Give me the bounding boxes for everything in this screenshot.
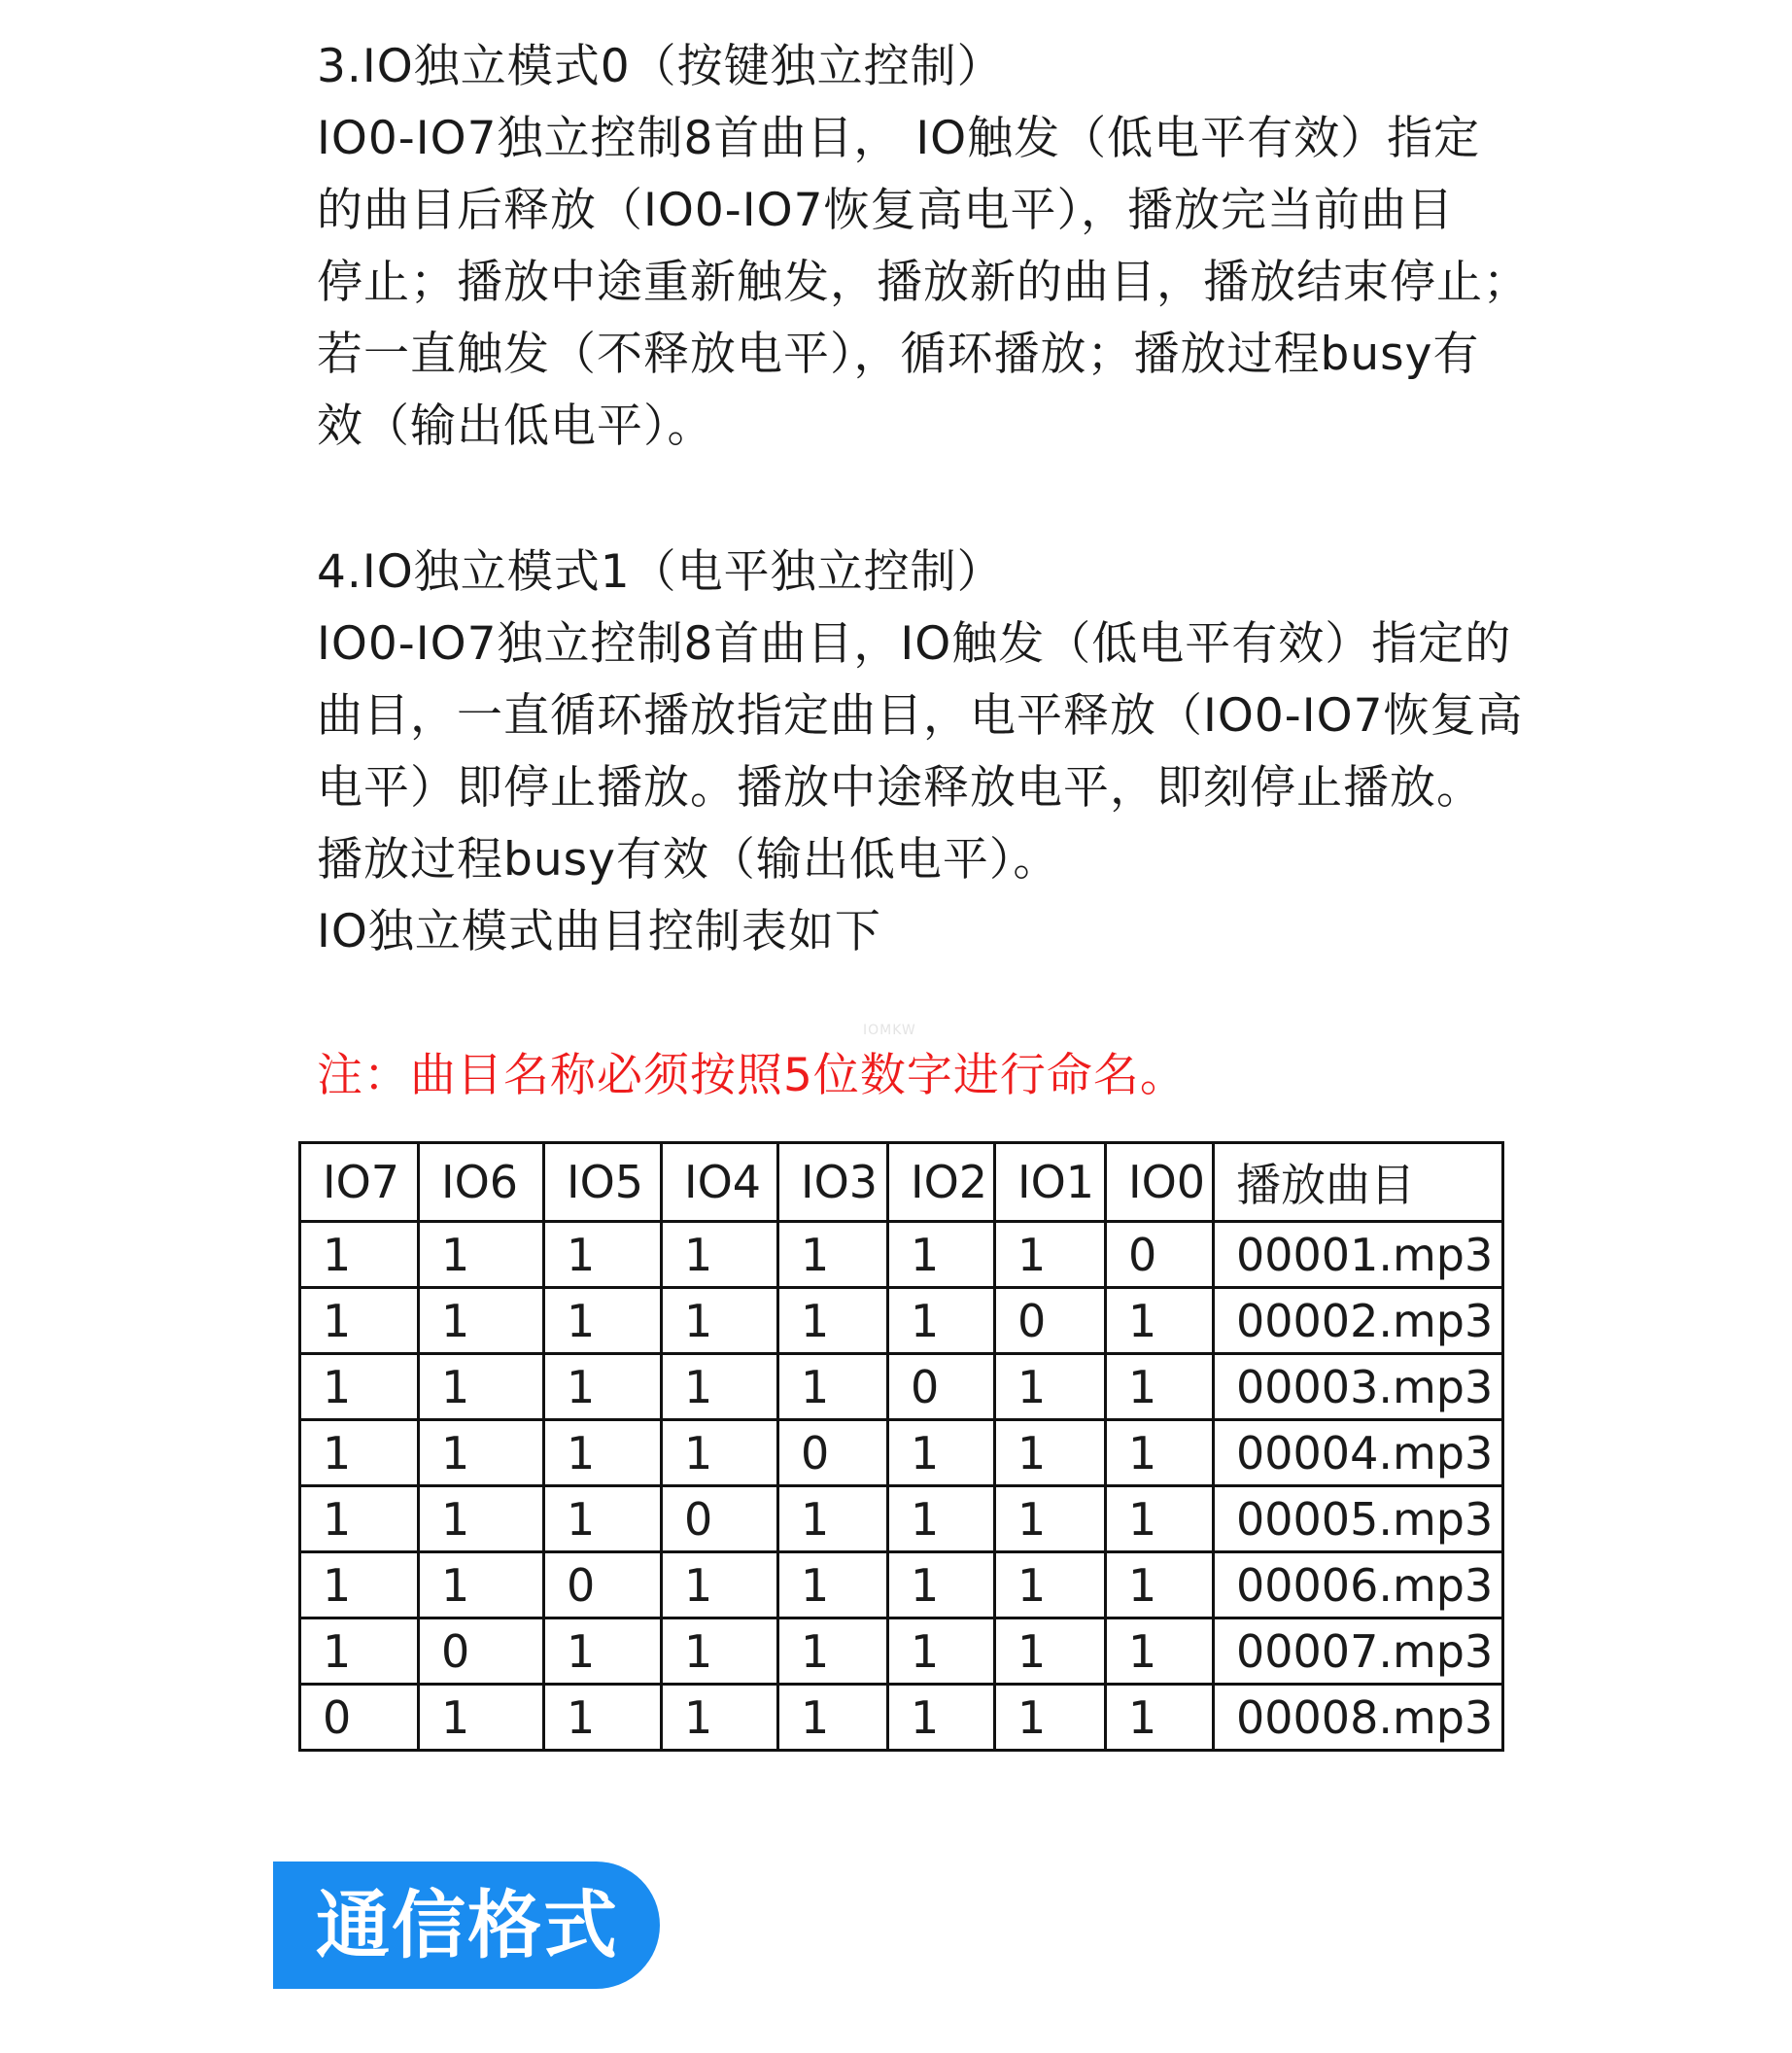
cell-io1: 1 bbox=[995, 1354, 1106, 1420]
column-header-io3: IO3 bbox=[778, 1143, 888, 1222]
io-mode-1-title: 4.IO独立模式1（电平独立控制） bbox=[317, 545, 1004, 599]
cell-io3: 1 bbox=[778, 1685, 888, 1751]
cell-io6: 1 bbox=[419, 1685, 544, 1751]
cell-io1: 1 bbox=[995, 1222, 1106, 1288]
cell-io7: 1 bbox=[300, 1354, 419, 1420]
cell-io5: 1 bbox=[544, 1288, 662, 1354]
column-header-io2: IO2 bbox=[888, 1143, 995, 1222]
table-row bbox=[300, 1685, 1503, 1751]
cell-io3: 1 bbox=[778, 1552, 888, 1618]
cell-io4: 0 bbox=[662, 1486, 778, 1552]
cell-io7: 1 bbox=[300, 1420, 419, 1486]
io-mode-0-line: IO0-IO7独立控制8首曲目， IO触发（低电平有效）指定 bbox=[317, 112, 1481, 165]
watermark-text: IOMKW bbox=[863, 1023, 916, 1038]
table-row bbox=[300, 1354, 1503, 1420]
cell-io4: 1 bbox=[662, 1420, 778, 1486]
cell-io5: 0 bbox=[544, 1552, 662, 1618]
cell-io3: 1 bbox=[778, 1354, 888, 1420]
io-mode-1-table-intro: IO独立模式曲目控制表如下 bbox=[317, 905, 881, 958]
cell-io2: 1 bbox=[888, 1222, 995, 1288]
cell-io7: 0 bbox=[300, 1685, 419, 1751]
table-row bbox=[300, 1486, 1503, 1552]
io-mode-1-line: 播放过程busy有效（输出低电平）。 bbox=[317, 833, 1060, 887]
io-mode-0-line: 停止；播放中途重新触发，播放新的曲目，播放结束停止； bbox=[317, 256, 1530, 309]
cell-io4: 1 bbox=[662, 1618, 778, 1685]
cell-io0: 0 bbox=[1106, 1222, 1214, 1288]
column-header-io5: IO5 bbox=[544, 1143, 662, 1222]
column-header-io6: IO6 bbox=[419, 1143, 544, 1222]
cell-io0: 1 bbox=[1106, 1420, 1214, 1486]
cell-io7: 1 bbox=[300, 1486, 419, 1552]
cell-io0: 1 bbox=[1106, 1685, 1214, 1751]
table-body bbox=[300, 1222, 1503, 1751]
cell-io0: 1 bbox=[1106, 1618, 1214, 1685]
cell-io2: 1 bbox=[888, 1288, 995, 1354]
cell-io5: 1 bbox=[544, 1420, 662, 1486]
cell-io4: 1 bbox=[662, 1354, 778, 1420]
table-row bbox=[300, 1618, 1503, 1685]
cell-io3: 1 bbox=[778, 1486, 888, 1552]
cell-io6: 1 bbox=[419, 1552, 544, 1618]
cell-io0: 1 bbox=[1106, 1552, 1214, 1618]
cell-io2: 1 bbox=[888, 1486, 995, 1552]
table-row bbox=[300, 1288, 1503, 1354]
cell-io6: 1 bbox=[419, 1288, 544, 1354]
cell-io3: 1 bbox=[778, 1618, 888, 1685]
io-mode-0-title: 3.IO独立模式0（按键独立控制） bbox=[317, 40, 1004, 93]
table-row bbox=[300, 1420, 1503, 1486]
column-header-track: 播放曲目 bbox=[1214, 1143, 1503, 1222]
cell-io0: 1 bbox=[1106, 1486, 1214, 1552]
cell-io0: 1 bbox=[1106, 1354, 1214, 1420]
io-mode-1-line: 曲目，一直循环播放指定曲目，电平释放（IO0-IO7恢复高 bbox=[317, 689, 1524, 743]
cell-io7: 1 bbox=[300, 1618, 419, 1685]
column-header-io7: IO7 bbox=[300, 1143, 419, 1222]
cell-io4: 1 bbox=[662, 1552, 778, 1618]
cell-io1: 0 bbox=[995, 1288, 1106, 1354]
cell-io6: 1 bbox=[419, 1420, 544, 1486]
cell-io5: 1 bbox=[544, 1486, 662, 1552]
column-header-io0: IO0 bbox=[1106, 1143, 1214, 1222]
cell-io2: 0 bbox=[888, 1354, 995, 1420]
cell-io6: 1 bbox=[419, 1354, 544, 1420]
cell-io2: 1 bbox=[888, 1618, 995, 1685]
cell-io2: 1 bbox=[888, 1420, 995, 1486]
cell-io1: 1 bbox=[995, 1420, 1106, 1486]
io-mode-1-section bbox=[317, 537, 1580, 968]
cell-io6: 0 bbox=[419, 1618, 544, 1685]
io-mode-1-line: IO0-IO7独立控制8首曲目，IO触发（低电平有效）指定的 bbox=[317, 617, 1512, 671]
cell-io5: 1 bbox=[544, 1222, 662, 1288]
cell-track: 00005.mp3 bbox=[1214, 1486, 1503, 1552]
cell-io7: 1 bbox=[300, 1552, 419, 1618]
cell-io1: 1 bbox=[995, 1618, 1106, 1685]
cell-io3: 1 bbox=[778, 1222, 888, 1288]
cell-track: 00003.mp3 bbox=[1214, 1354, 1503, 1420]
column-header-io1: IO1 bbox=[995, 1143, 1106, 1222]
cell-io5: 1 bbox=[544, 1618, 662, 1685]
cell-io5: 1 bbox=[544, 1354, 662, 1420]
cell-track: 00008.mp3 bbox=[1214, 1685, 1503, 1751]
cell-io7: 1 bbox=[300, 1288, 419, 1354]
communication-format-section-tab: 通信格式 bbox=[273, 1862, 660, 1989]
cell-track: 00006.mp3 bbox=[1214, 1552, 1503, 1618]
cell-io1: 1 bbox=[995, 1486, 1106, 1552]
cell-track: 00001.mp3 bbox=[1214, 1222, 1503, 1288]
cell-io4: 1 bbox=[662, 1222, 778, 1288]
cell-io6: 1 bbox=[419, 1222, 544, 1288]
cell-io3: 1 bbox=[778, 1288, 888, 1354]
cell-io7: 1 bbox=[300, 1222, 419, 1288]
io-mode-0-line: 的曲目后释放（IO0-IO7恢复高电平），播放完当前曲目 bbox=[317, 184, 1454, 237]
cell-io0: 1 bbox=[1106, 1288, 1214, 1354]
io-mode-1-line: 电平）即停止播放。播放中途释放电平，即刻停止播放。 bbox=[317, 761, 1483, 815]
cell-io4: 1 bbox=[662, 1685, 778, 1751]
column-header-io4: IO4 bbox=[662, 1143, 778, 1222]
io-mode-0-section bbox=[317, 31, 1580, 463]
io-track-control-table bbox=[298, 1141, 1504, 1752]
cell-io2: 1 bbox=[888, 1552, 995, 1618]
io-mode-0-line: 效（输出低电平）。 bbox=[317, 400, 714, 453]
cell-io2: 1 bbox=[888, 1685, 995, 1751]
cell-io1: 1 bbox=[995, 1685, 1106, 1751]
io-mode-0-line: 若一直触发（不释放电平），循环播放；播放过程busy有 bbox=[317, 328, 1480, 381]
table-header-row bbox=[300, 1143, 1503, 1222]
table-row bbox=[300, 1552, 1503, 1618]
cell-io3: 0 bbox=[778, 1420, 888, 1486]
cell-io6: 1 bbox=[419, 1486, 544, 1552]
cell-track: 00002.mp3 bbox=[1214, 1288, 1503, 1354]
table-row bbox=[300, 1222, 1503, 1288]
naming-note: 注：曲目名称必须按照5位数字进行命名。 bbox=[317, 1049, 1187, 1102]
cell-track: 00004.mp3 bbox=[1214, 1420, 1503, 1486]
cell-io4: 1 bbox=[662, 1288, 778, 1354]
cell-io1: 1 bbox=[995, 1552, 1106, 1618]
cell-track: 00007.mp3 bbox=[1214, 1618, 1503, 1685]
cell-io5: 1 bbox=[544, 1685, 662, 1751]
